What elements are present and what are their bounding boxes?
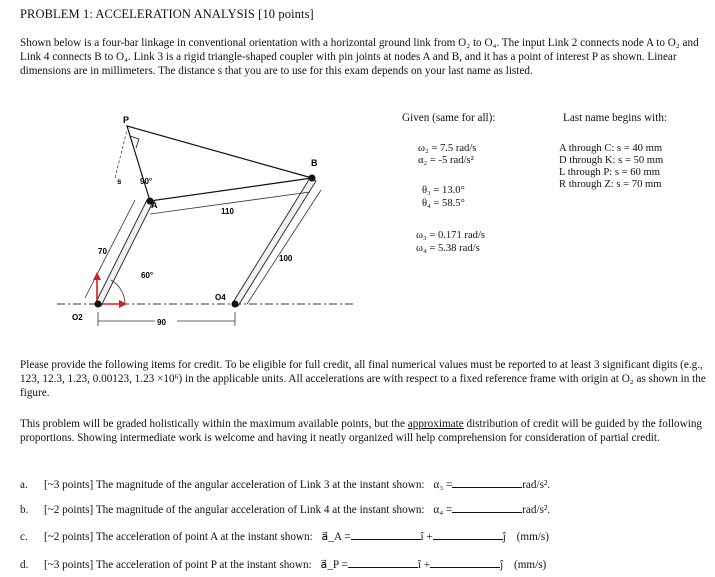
problem-intro: Shown below is a four-bar linkage in conventional orientation with a horizontal ground link from O₂ to O₄. The input Link 2 connects node A to O₂ and Link 4 connects B to O₄. Link 3 is a rigid triangle-shaped coupler with pin joints at nodes A and B, and it has a point of interest P as shown. Linear dimensions are in millimeters. The distance s that you are to use for this exam depends on your last name as listed.	[20, 37, 699, 77]
label-dim-70: 70	[98, 247, 107, 256]
question-text: [~3 points] The magnitude of the angular acceleration of Link 3 at the instant shown:	[44, 479, 425, 491]
answer-blank-aP-x[interactable]	[348, 557, 418, 568]
question-text: [~3 points] The acceleration of point P at the instant shown:	[44, 559, 312, 571]
question-unit: (mm/s)	[516, 531, 549, 543]
label-angle-90: 90°	[140, 177, 153, 186]
answer-blank-aP-y[interactable]	[430, 557, 500, 568]
answer-blank-alpha4[interactable]	[452, 502, 522, 513]
question-label: c.	[20, 531, 28, 543]
problem-title: PROBLEM 1: ACCELERATION ANALYSIS [10 points]	[20, 7, 314, 21]
question-d	[20, 557, 546, 571]
linkage-figure	[55, 108, 355, 338]
question-label: a.	[20, 479, 28, 491]
question-label: b.	[20, 504, 29, 516]
given-heading: Given (same for all):	[402, 112, 496, 124]
answer-blank-aA-y[interactable]	[433, 529, 503, 540]
pin-o4	[232, 301, 239, 308]
label-o2: O2	[72, 313, 83, 322]
label-p: P	[123, 115, 130, 125]
label-dim-100: 100	[279, 254, 293, 263]
angle-arc-60	[111, 280, 125, 304]
grading-text-underlined: approximate	[407, 418, 464, 430]
question-unit: rad/s².	[522, 504, 551, 516]
label-s: s	[117, 177, 122, 186]
label-dim-110: 110	[221, 207, 234, 216]
j-hat: ĵ	[500, 559, 504, 571]
grading-text-before: This problem will be graded holistically within the maximum available points, but the	[20, 418, 408, 430]
question-label: d.	[20, 559, 29, 571]
dim-line-s	[115, 130, 127, 178]
i-hat: î +	[420, 531, 433, 543]
grading-paragraph	[20, 418, 710, 446]
answer-blank-aA-x[interactable]	[351, 529, 421, 540]
dim-line-100	[247, 190, 321, 304]
given-omega3: ω₃ = 0.171 rad/s	[416, 230, 486, 241]
lastname-row: L through P: s = 60 mm	[559, 167, 660, 178]
label-dim-90: 90	[157, 318, 166, 327]
question-symbol: α₄ =	[433, 504, 453, 516]
lastname-heading: Last name begins with:	[563, 112, 668, 124]
given-theta4: θ₄ = 58.5°	[422, 198, 465, 209]
lastname-row: R through Z: s = 70 mm	[559, 179, 662, 190]
given-alpha2: α₂ = -5 rad/s²	[418, 155, 474, 166]
lastname-row: D through K: s = 50 mm	[559, 155, 664, 166]
question-c	[20, 529, 549, 543]
i-hat: î +	[417, 559, 431, 571]
label-angle-60: 60°	[141, 271, 154, 280]
label-a: A	[151, 200, 158, 210]
question-symbol: a⃗_P =	[320, 559, 348, 571]
label-o4: O4	[215, 293, 226, 302]
instructions-paragraph: Please provide the following items for credit. To be eligible for full credit, all final numerical values must be reported to at least 3 significant digits (e.g., 123, 12.3, 1.23, 0.00123, 1.23 ×10⁶) in the applicable units. All accelerations are with respect to a fixed reference frame with origin at O₂ as shown in the figure.	[20, 359, 706, 399]
question-a	[20, 477, 550, 491]
answer-blank-alpha3[interactable]	[452, 477, 522, 488]
question-unit: rad/s².	[522, 479, 551, 491]
question-unit: (mm/s)	[513, 559, 547, 571]
j-hat: ĵ	[502, 531, 506, 543]
question-text: [~2 points] The magnitude of the angular acceleration of Link 4 at the instant shown:	[44, 504, 425, 516]
pin-o2	[95, 301, 102, 308]
linkage-diagram	[55, 108, 355, 333]
given-omega2: ω₂ = 7.5 rad/s	[418, 143, 477, 154]
grading-text-after: distribution of credit will be guided by the following proportions. Showing intermediate work is welcome and having it neatly organized will help comprehension for consideration of partial credit.	[20, 418, 703, 444]
given-theta3: θ₃ = 13.0°	[422, 185, 465, 196]
label-b: B	[311, 158, 318, 168]
question-text: [~2 points] The acceleration of point A at the instant shown:	[44, 531, 313, 543]
given-omega4: ω₄ = 5.38 rad/s	[416, 243, 480, 254]
question-symbol: α₃ =	[433, 479, 453, 491]
lastname-row: A through C: s = 40 mm	[559, 143, 663, 154]
coupler-triangle	[127, 126, 312, 201]
pin-b	[309, 175, 316, 182]
question-symbol: a⃗_A =	[321, 531, 351, 543]
question-b	[20, 502, 550, 516]
